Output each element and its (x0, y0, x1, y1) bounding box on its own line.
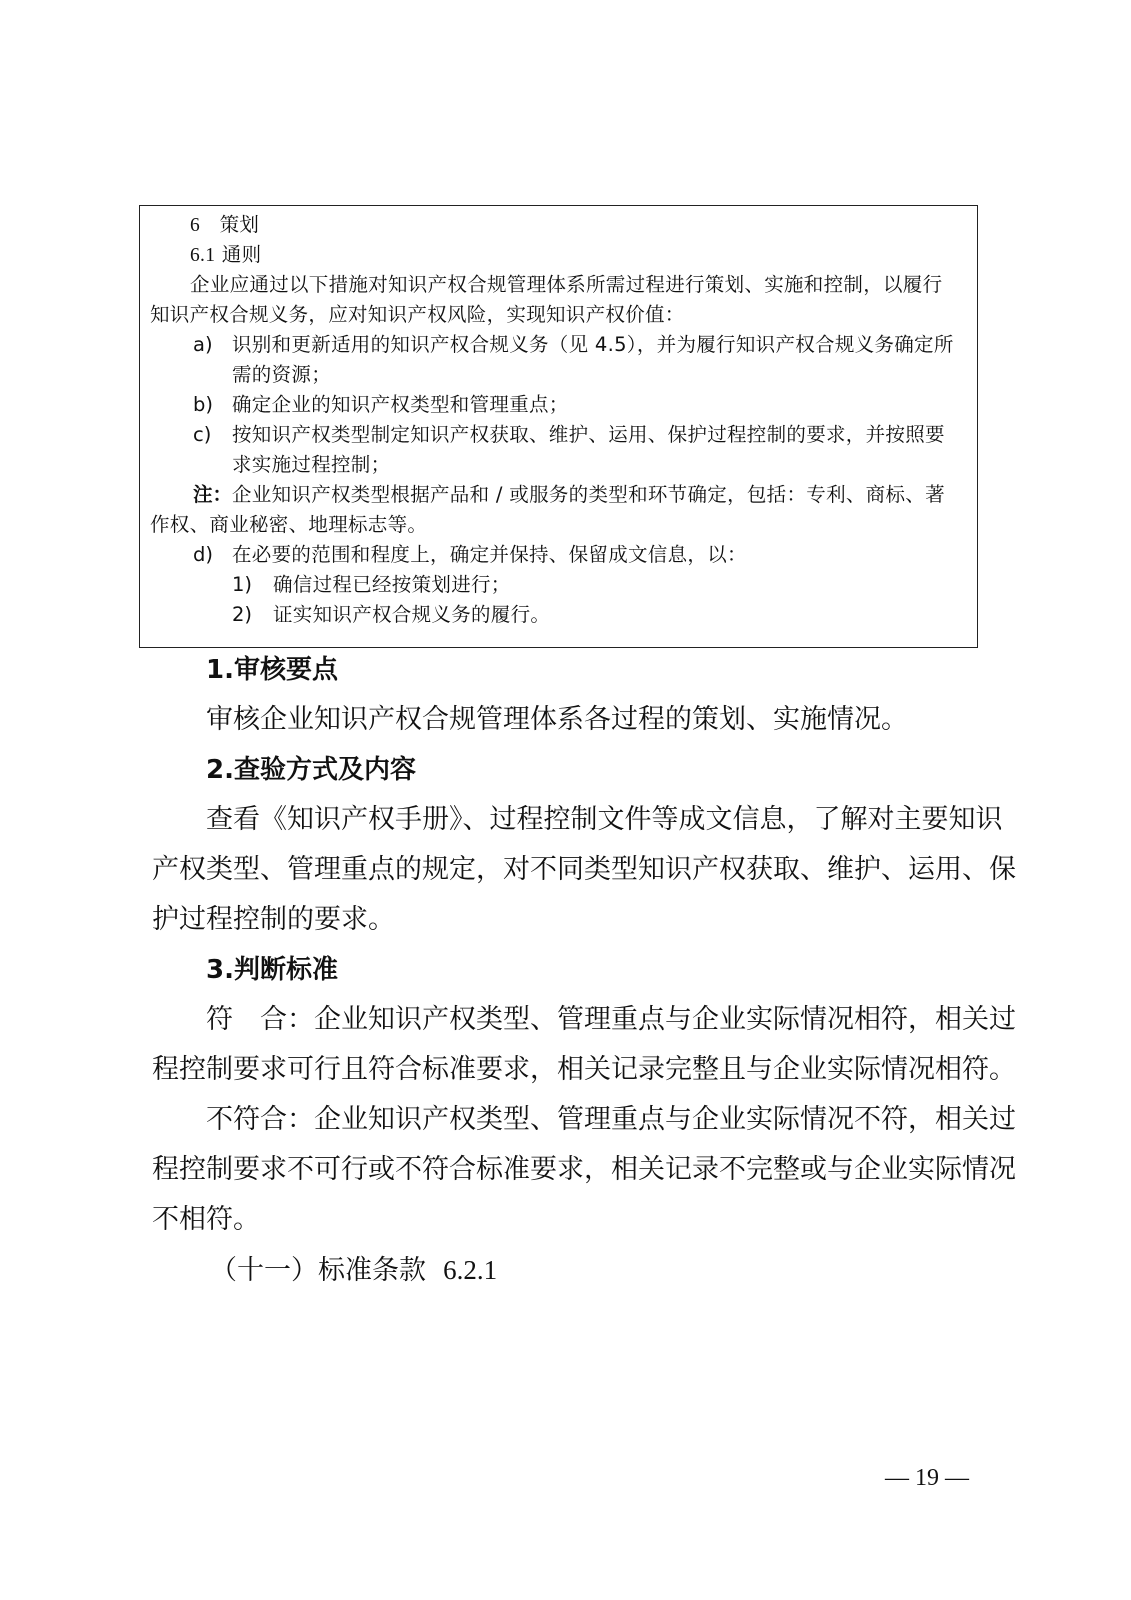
section-number: 6 (190, 215, 201, 236)
item-b-line-1: 确定企业的知识产权类型和管理重点； (232, 393, 569, 416)
paragraph-nonconform-line-3: 不相符。 (152, 1204, 260, 1235)
note-line-2: 作权、商业秘密、地理标志等。 (150, 513, 428, 536)
heading-inspection: 2.查验方式及内容 (206, 755, 416, 785)
heading-audit-points: 1.审核要点 (206, 655, 338, 685)
item-b-label: b) (193, 393, 213, 416)
item-d-line-1: 在必要的范围和程度上，确定并保持、保留成文信息，以： (232, 543, 747, 566)
item-c-line-1: 按知识产权类型制定知识产权获取、维护、运用、保护过程控制的要求，并按照要 (232, 423, 945, 446)
item-c-label: c) (193, 423, 212, 446)
note-line-1: 企业知识产权类型根据产品和 / 或服务的类型和环节确定，包括：专利、商标、著 (232, 483, 945, 506)
paragraph-nonconform-line-1: 不符合：企业知识产权类型、管理重点与企业实际情况不符，相关过 (206, 1104, 1016, 1135)
sub-item-1-text: 确信过程已经按策划进行； (273, 573, 511, 596)
heading-criteria: 3.判断标准 (206, 955, 338, 985)
subsection-number: 6.1 (190, 245, 216, 266)
item-a-line-1: 识别和更新适用的知识产权合规义务（见 4.5），并为履行知识产权合规义务确定所 (232, 333, 954, 356)
paragraph-conform-line-2: 程控制要求可行且符合标准要求，相关记录完整且与企业实际情况相符。 (152, 1054, 1016, 1085)
paragraph-inspection-line-1: 查看《知识产权手册》、过程控制文件等成文信息，了解对主要知识 (206, 804, 1003, 835)
item-c-line-2: 求实施过程控制； (232, 453, 391, 476)
sub-item-2-text: 证实知识产权合规义务的履行。 (273, 603, 551, 626)
note-label: 注： (193, 483, 233, 506)
clause-heading (210, 1250, 497, 1291)
paragraph-conform-line-1: 符 合：企业知识产权类型、管理重点与企业实际情况相符，相关过 (206, 1004, 1016, 1035)
paragraph-audit-points: 审核企业知识产权合规管理体系各过程的策划、实施情况。 (206, 704, 908, 735)
paragraph-nonconform-line-2: 程控制要求不可行或不符合标准要求，相关记录不完整或与企业实际情况 (152, 1154, 1016, 1185)
clause-number: 6.2.1 (443, 1255, 498, 1285)
subsection-heading (190, 240, 261, 271)
paragraph-inspection-line-3: 护过程控制的要求。 (152, 904, 395, 935)
clause-label: （十一）标准条款 (210, 1255, 426, 1286)
item-a-line-2: 需的资源； (232, 363, 332, 386)
section-heading (190, 210, 259, 241)
intro-line-1: 企业应通过以下措施对知识产权合规管理体系所需过程进行策划、实施和控制，以履行 (190, 273, 943, 296)
page-number: — 19 — (885, 1465, 969, 1491)
subsection-title: 通则 (221, 243, 262, 266)
sub-item-1-label: 1) (232, 573, 253, 596)
item-a-label: a) (193, 333, 213, 356)
section-title: 策划 (219, 213, 260, 236)
intro-line-2: 知识产权合规义务，应对知识产权风险，实现知识产权价值： (150, 303, 685, 326)
sub-item-2-label: 2) (232, 603, 253, 626)
item-d-label: d) (193, 543, 213, 566)
paragraph-inspection-line-2: 产权类型、管理重点的规定，对不同类型知识产权获取、维护、运用、保 (152, 854, 1016, 885)
